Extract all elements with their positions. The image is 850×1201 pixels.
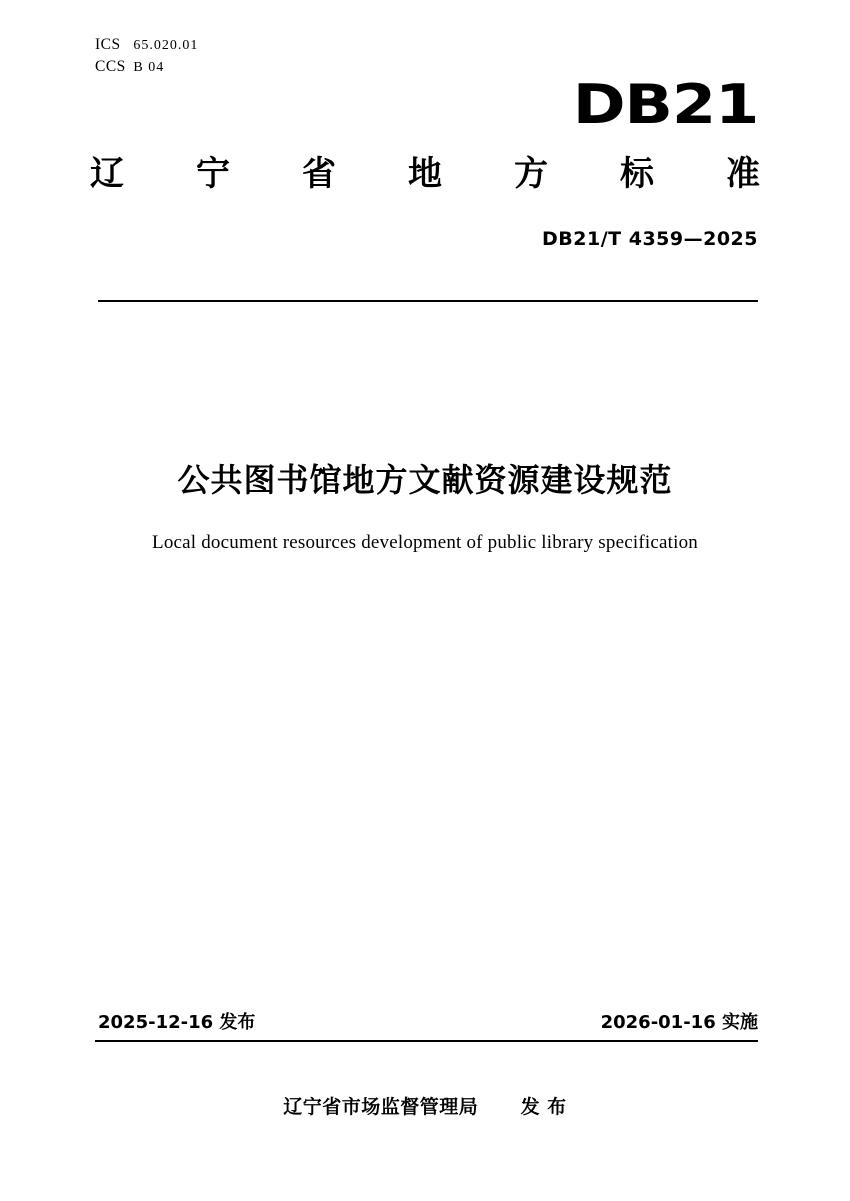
province-char-1: 宁 bbox=[196, 154, 230, 194]
province-char-6: 准 bbox=[726, 154, 760, 194]
ics-row bbox=[95, 34, 198, 56]
province-char-3: 地 bbox=[408, 154, 442, 194]
db21-logo: DB21 bbox=[572, 73, 758, 136]
ccs-row bbox=[95, 56, 198, 78]
publisher-line bbox=[0, 1092, 850, 1119]
province-char-4: 方 bbox=[514, 154, 548, 194]
ics-label: ICS bbox=[95, 36, 121, 53]
ccs-label: CCS bbox=[95, 58, 126, 75]
issue-date: 2025-12-16 发布 bbox=[98, 1012, 256, 1033]
date-row bbox=[98, 1008, 758, 1034]
publisher-name: 辽宁省市场监督管理局 bbox=[283, 1096, 479, 1118]
province-char-5: 标 bbox=[620, 154, 654, 194]
province-char-2: 省 bbox=[302, 154, 336, 194]
document-title-english: Local document resources development of public library specification bbox=[152, 532, 698, 553]
province-char-0: 辽 bbox=[90, 154, 124, 194]
header-divider bbox=[98, 300, 758, 302]
standard-number: DB21/T 4359—2025 bbox=[542, 228, 758, 250]
ccs-value: B 04 bbox=[133, 60, 165, 75]
ics-value: 65.020.01 bbox=[133, 38, 199, 53]
footer-divider bbox=[95, 1040, 758, 1042]
province-standard-title bbox=[90, 150, 760, 198]
classification-codes bbox=[95, 34, 198, 78]
implementation-date: 2026-01-16 实施 bbox=[600, 1012, 758, 1033]
document-title-chinese: 公共图书馆地方文献资源建设规范 bbox=[177, 461, 673, 499]
publisher-action: 发 布 bbox=[520, 1096, 567, 1118]
